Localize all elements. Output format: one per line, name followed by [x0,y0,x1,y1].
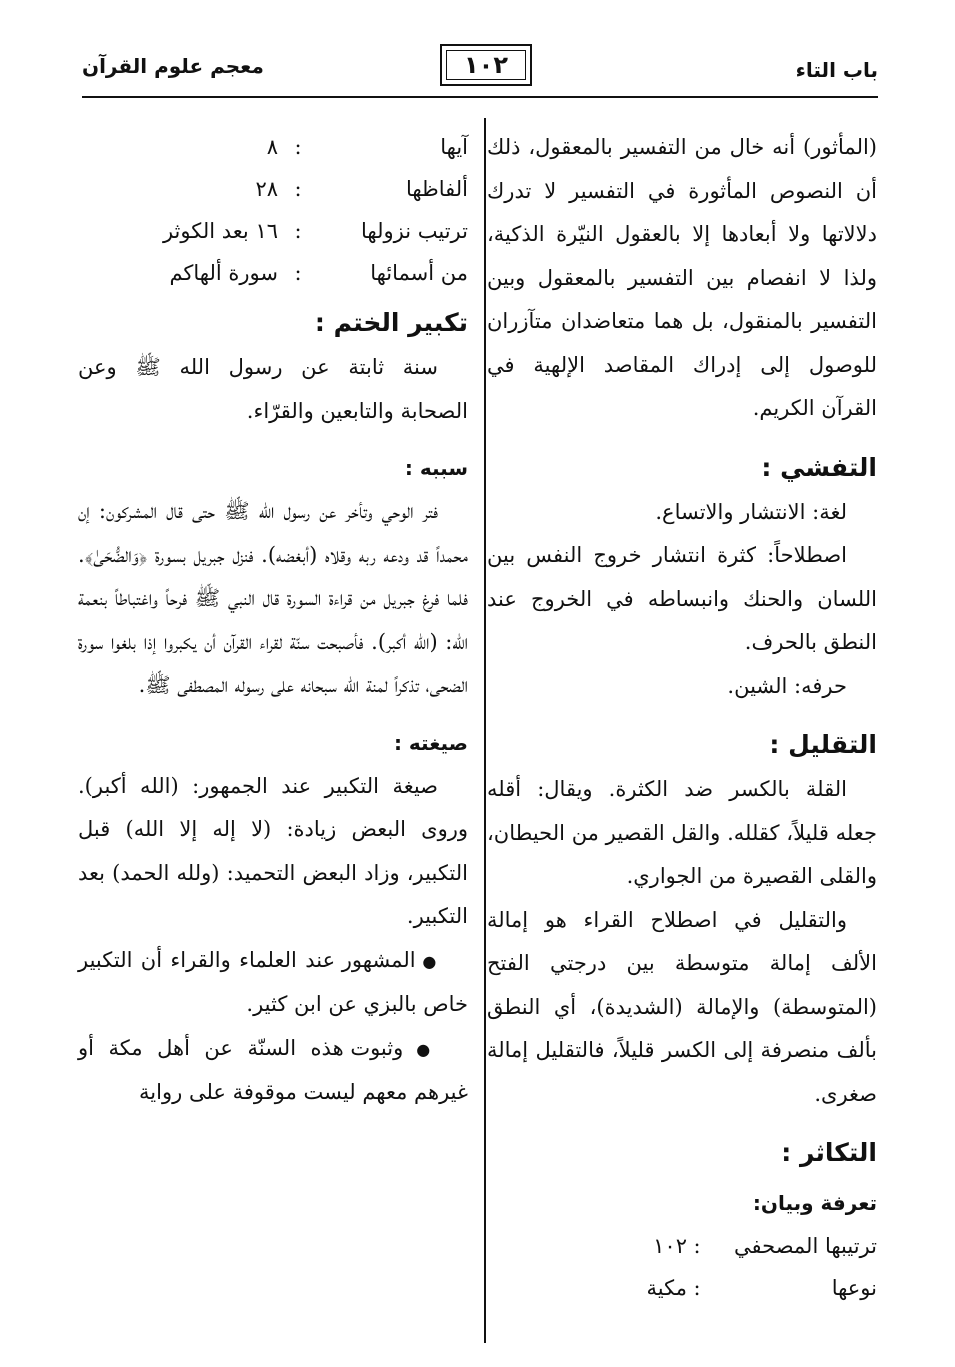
sigha-heading: صيغته : [393,730,468,755]
column-divider [484,118,486,1343]
takathur-heading: التكاثر : [781,1138,877,1167]
bullet-item: ● المشهور عند العلماء والقراء أن التكبير خاص بالبزي عن ابن كثير. [78,939,468,1027]
right-column [487,126,877,1309]
tafashi-heading: التفشي : [761,452,877,482]
takathur-subheading: تعرفة وبيان: [752,1191,877,1215]
tafashi-harf: حرفه: الشين. [727,673,847,698]
taqlil-heading: التقليل : [769,730,877,759]
takathur-info-row: نوعها : مكية [646,1276,877,1300]
takathur-info-row: ترتيبها المصحفي : ١٠٢ [653,1234,877,1258]
takbir-heading: تكبير الختم : [314,308,468,337]
page-header [82,40,878,98]
left-column [78,126,468,1115]
surah-info-row: ترتيب نزولها : ١٦ بعد الكوثر [162,219,468,243]
takbir-intro: سنة ثابتة عن رسول الله ﷺ وعن الصحابة والتابعين والقرّاء. [78,355,468,423]
taqlil-paragraph-2: والتقليل في اصطلاح القراء هو إمالة الألف إمالة متوسطة بين درجتي الفتح (المتوسطة) والإمالة (الشديدة)، أي النطق بألف منصرفة إلى الكسر قليلاً، فالتقليل إمالة صغرى. [487,907,877,1106]
book-title: معجم علوم القرآن [82,54,264,78]
taqlil-paragraph-1: القلة بالكسر ضد الكثرة. ويقال: أقله جعله قليلاً، كقلله. والقل القصير من الحيطان، والقلى القصيرة من الجواري. [487,777,877,888]
intro-paragraph: (المأثور) أنه خال من التفسير بالمعقول، ذلك أن النصوص المأثورة في التفسير لا تدرك دلالاتها ولا أبعادها إلا بالعقول النيّرة الذكية، ولذا لا انفصام بين التفسير بالمعقول وبين التفسير بالمنقول، بل هما متعاضدان متآزران للوصول إلى إدراك المقاصد الإلهية في القرآن الكريم. [487,135,877,420]
chapter-title: باب التاء [795,58,878,82]
page-number: ١٠٢ [464,51,508,79]
page-number-box [440,44,532,86]
sigha-text: صيغة التكبير عند الجمهور: (الله أكبر). وروى البعض زيادة: (لا إله إلا الله) قبل التكبير، وزاد البعض التحميد: (ولله الحمد) بعد التكبير. [78,773,468,928]
tafashi-istilah: اصطلاحاً: كثرة انتشار خروج النفس بين اللسان والحنك وانبساطه في الخروج عند النطق بالحرف. [487,543,877,654]
surah-info-row: ألفاظها : ٢٨ [255,177,468,201]
surah-info-row: من أسمائها : سورة ألهاكم [169,261,468,285]
bullet-item: ● وثبوت هذه السنّة عن أهل مكة أو غيرهم معهم ليست موقوفة على رواية [78,1027,468,1115]
tafashi-lugha: لغة: الانتشار والاتساع. [655,499,847,524]
surah-info-row: آيها : ٨ [266,135,468,159]
sabab-heading: سببه : [404,456,468,480]
sabab-text: فتر الوحي وتأخر عن رسول الله ﷺ حتى قال المشركون: إن محمداً قد ودعه ربه وقلاه (أبغضه). فنزل جبريل بسورة ﴿وَالضُّحَىٰ﴾. فلما فرغ جبريل من قراءة السورة قال النبي ﷺ فرحاً واغتباطاً بنعمة الله: (الله أكبر). فأصبحت سنّة لقراء القرآن أن يكبروا إذا بلغوا سورة الضحى، تذكراً لمنة الله سبحانه على رسوله المصطفى ﷺ. [78,499,468,697]
